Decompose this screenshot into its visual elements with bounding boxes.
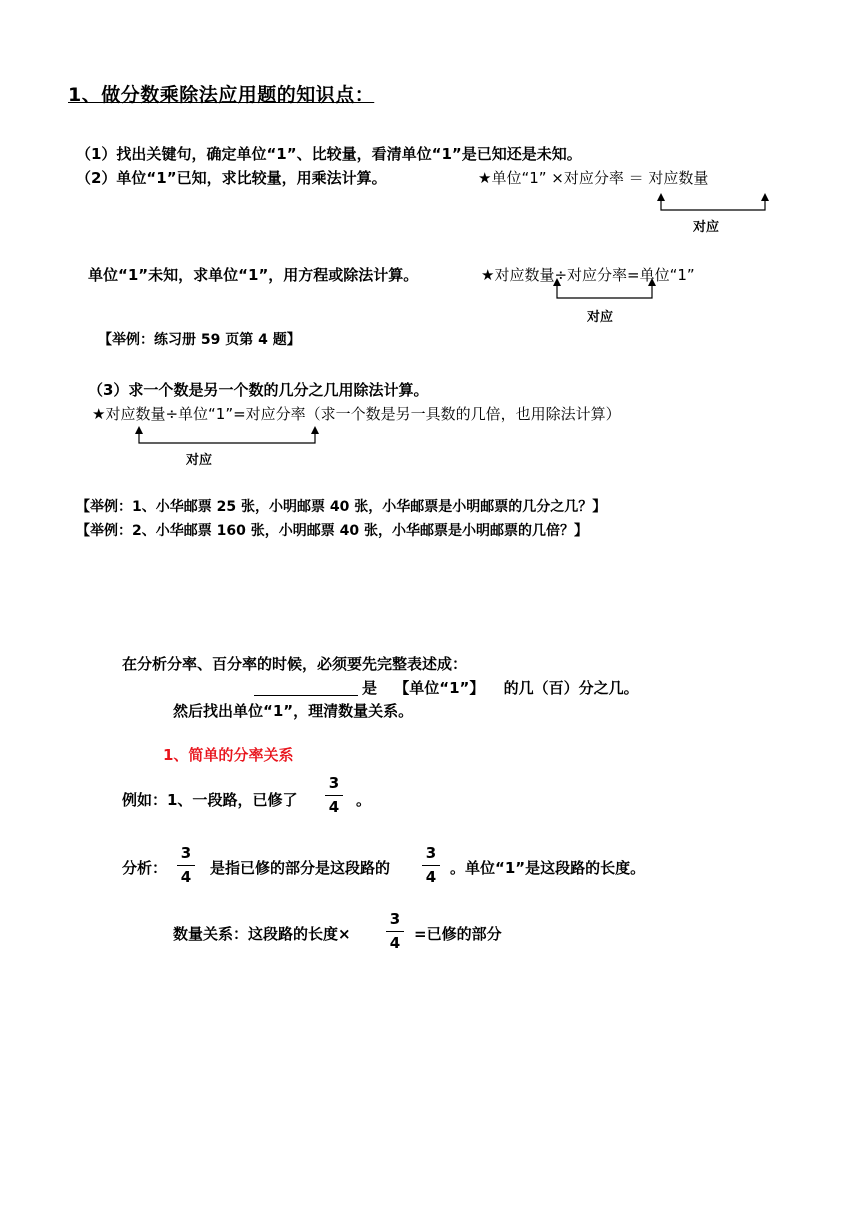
example-road-suffix: 。 bbox=[356, 791, 372, 809]
fraction-numerator: 3 bbox=[180, 844, 192, 862]
template-is: 是 bbox=[362, 679, 378, 697]
subheading-simple-ratio: 1、简单的分率关系 bbox=[163, 746, 294, 764]
fraction-numerator: 3 bbox=[389, 910, 401, 928]
fraction-three-quarters bbox=[421, 846, 441, 885]
relation-suffix: =已修的部分 bbox=[414, 925, 502, 943]
fraction-numerator: 3 bbox=[425, 844, 437, 862]
analysis-prefix: 分析： bbox=[122, 859, 168, 877]
section-heading: 1、做分数乘除法应用题的知识点： bbox=[68, 84, 375, 106]
analysis-then: 然后找出单位“1”，理清数量关系。 bbox=[173, 702, 414, 720]
template-tail: 的几（百）分之几。 bbox=[503, 679, 639, 697]
fraction-denominator: 4 bbox=[328, 798, 340, 816]
fraction-numerator: 3 bbox=[328, 774, 340, 792]
relation-prefix: 数量关系：这段路的长度× bbox=[173, 925, 351, 943]
analysis-template bbox=[254, 677, 639, 698]
fraction-bar bbox=[386, 931, 404, 932]
arrow-label-ratio: 对应 bbox=[186, 453, 213, 468]
rule-item-1: （1）找出关键句，确定单位“1”、比较量，看清单位“1”是已知还是未知。 bbox=[76, 145, 582, 163]
example-stamps-2: 【举例：2、小华邮票 160 张，小明邮票 40 张，小华邮票是小明邮票的几倍？】 bbox=[76, 523, 588, 539]
fill-in-blank bbox=[254, 679, 358, 696]
example-stamps-1: 【举例：1、小华邮票 25 张，小明邮票 40 张，小华邮票是小明邮票的几分之几？】 bbox=[76, 499, 607, 515]
fraction-bar bbox=[325, 795, 343, 796]
arrow-label-mult: 对应 bbox=[693, 220, 720, 235]
formula-ratio: ★对应数量÷单位“1”=对应分率（求一个数是另一具数的几倍，也用除法计算） bbox=[92, 405, 621, 423]
formula-multiplication: ★单位“1” ×对应分率 ＝ 对应数量 bbox=[478, 169, 709, 187]
analysis-mid: 是指已修的部分是这段路的 bbox=[210, 859, 391, 877]
arrow-label-div: 对应 bbox=[587, 310, 614, 325]
fraction-denominator: 4 bbox=[180, 868, 192, 886]
template-unit: 【单位“1”】 bbox=[394, 679, 485, 697]
example-reference: 【举例：练习册 59 页第 4 题】 bbox=[98, 332, 301, 348]
fraction-three-quarters bbox=[324, 776, 344, 815]
fraction-bar bbox=[177, 865, 195, 866]
formula-division: ★对应数量÷对应分率=单位“1” bbox=[481, 266, 695, 284]
analysis-suffix: 。单位“1”是这段路的长度。 bbox=[450, 859, 646, 877]
rule-item-2b: 单位“1”未知，求单位“1”，用方程或除法计算。 bbox=[88, 266, 419, 284]
rule-item-2: （2）单位“1”已知，求比较量，用乘法计算。 bbox=[76, 169, 387, 187]
fraction-denominator: 4 bbox=[389, 934, 401, 952]
fraction-three-quarters bbox=[385, 912, 405, 951]
fraction-three-quarters bbox=[176, 846, 196, 885]
analysis-intro: 在分析分率、百分率的时候，必须要先完整表述成： bbox=[122, 655, 468, 673]
example-road-prefix: 例如：1、一段路，已修了 bbox=[122, 791, 298, 809]
rule-item-3: （3）求一个数是另一个数的几分之几用除法计算。 bbox=[88, 381, 429, 399]
fraction-denominator: 4 bbox=[425, 868, 437, 886]
fraction-bar bbox=[422, 865, 440, 866]
